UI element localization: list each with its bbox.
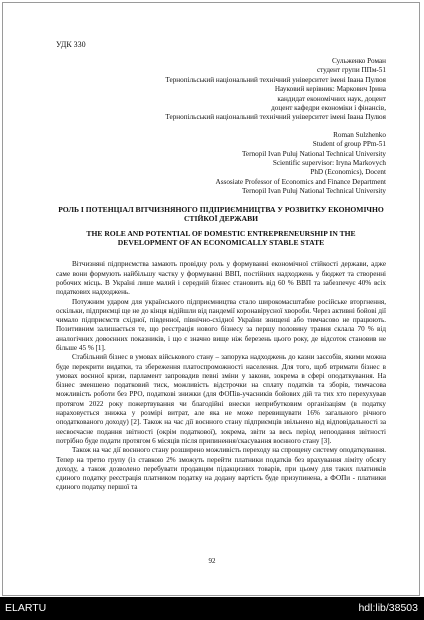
paragraph: Стабільний бізнес в умовах військового стану – запорука надходжень до казни заєсобів, якими можна буде перекрити видатки, та збереження платоспроможності населення. Для того, щоб втримати бізнес в умовах воєнної кризи, парламент запровадив певні зміни у закони, зокрема в сфері оподаткування. На бізнес зменшено податковий тиск, можливість відстрочки на сплату податків та зборів, тимчасова можливість роботи без РРО, податкові знижки (для ФОПів-учасників бойових дій та тих хто перехухував протягом 2022 року пожертвування чи благодійні внески неприбутковим організаціям (в податку нараховується знижка у розмірі витрат, але яка не може перевищувати 16% загального річного оподаткованого доходу) [2]. Також на час дії воєнного стану підприємців звільнено від відповідальності за несвоєчасне подання звітності (окрім податкової), зокрема, звіти за весь період непоодання звітності потрібно буде подати протягом 6 місяців після припинення/скасування воєнного стану [3]. xyxy=(56,353,386,445)
paragraph: Також на час дії воєнного стану розширено можливість переходу на спрощену систему оподаткування. Тепер на третю групу (із ставкою 2% зможуть перейти платники податків без врахування ліміту обсягу доходу, а також дозволено перебувати продавцям підакцизних товарів, при цьому для таких платників єдиного податку реєстрація платником податку на додану вартість буде призупинена, а ФОПи - платники єдиного податку першої та xyxy=(56,446,386,492)
author-line: PhD (Economics), Docent xyxy=(310,168,386,177)
author-line: Тернопільський національний технічний університет імені Івана Пулюя xyxy=(165,75,386,84)
author-line: Ternopil Ivan Puluj National Technical University xyxy=(242,149,386,158)
author-line: Ternopil Ivan Puluj National Technical University xyxy=(242,187,386,196)
title-english: THE ROLE AND POTENTIAL OF DOMESTIC ENTREPRENEURSHIP IN THE DEVELOPMENT OF AN ECONOMICALLY STABLE STATE xyxy=(86,228,356,247)
udk-code: УДК 330 xyxy=(56,40,86,49)
footer-bar xyxy=(0,597,424,620)
author-line: Roman Sulzhenko xyxy=(333,130,386,139)
author-line: Scientific supervisor: Iryna Markovych xyxy=(272,159,386,168)
title-ukrainian: РОЛЬ І ПОТЕНЦІАЛ ВІТЧИЗНЯНОГО ПІДПРИЄМНИЦТВА У РОЗВИТКУ ЕКОНОМІЧНО СТІЙКОЇ ДЕРЖАВИ xyxy=(58,204,384,224)
article-body xyxy=(56,260,386,492)
paragraph: Потужним ударом для українського підприємництва стало широкомасштабне російське вторгнення, оскільки, підприємці ще не до кінця відійшли від пандемії коронавірусної хвороби. Через активні бойові дії чимало підприємств східної, південної, північно-східної України знищені або тимчасово не працюють. Позитивним залишається те, що реєстрація нового бізнесу за першу половину травня склала 70 % від аналогічних довоєнних показників, і що є значно вище ніж березень цього року, де відсоток становив не більше 45 % [1]. xyxy=(56,297,386,352)
author-line: Тернопільський національний технічний університет імені Івана Пулюя xyxy=(165,113,386,122)
handle-id[interactable]: hdl:lib/38503 xyxy=(358,602,418,614)
author-line: студент групи ППм-51 xyxy=(316,66,386,75)
authors-block-uk xyxy=(56,57,386,123)
author-line: Assosiate Professor of Economics and Finance Department xyxy=(215,177,386,186)
author-line: Науковий керівник: Маркович Ірина xyxy=(274,85,386,94)
authors-block-en xyxy=(56,131,386,197)
page-number: 92 xyxy=(208,557,216,565)
document-page xyxy=(56,40,386,493)
repository-name[interactable]: ELARTU xyxy=(5,602,47,614)
author-line: кандидат економічних наук, доцент xyxy=(277,94,386,103)
author-line: Student of group PPm-51 xyxy=(312,140,386,149)
author-line: Сульженко Роман xyxy=(332,57,386,65)
paragraph: Вітчизняні підприємства замають провідну роль у формуванні економічної стійкості держави, адже саме вони формують найбільшу частку у формуванні ВВП, постійних надходжень у бюджет та створенні робочих місць. В Україні лише малий і середній бізнес становить від 60 % ВВП та забезпечує 40% всіх податкових надходжень. xyxy=(56,260,386,297)
author-line: доцент кафедри економіки і фінансів, xyxy=(271,104,386,113)
